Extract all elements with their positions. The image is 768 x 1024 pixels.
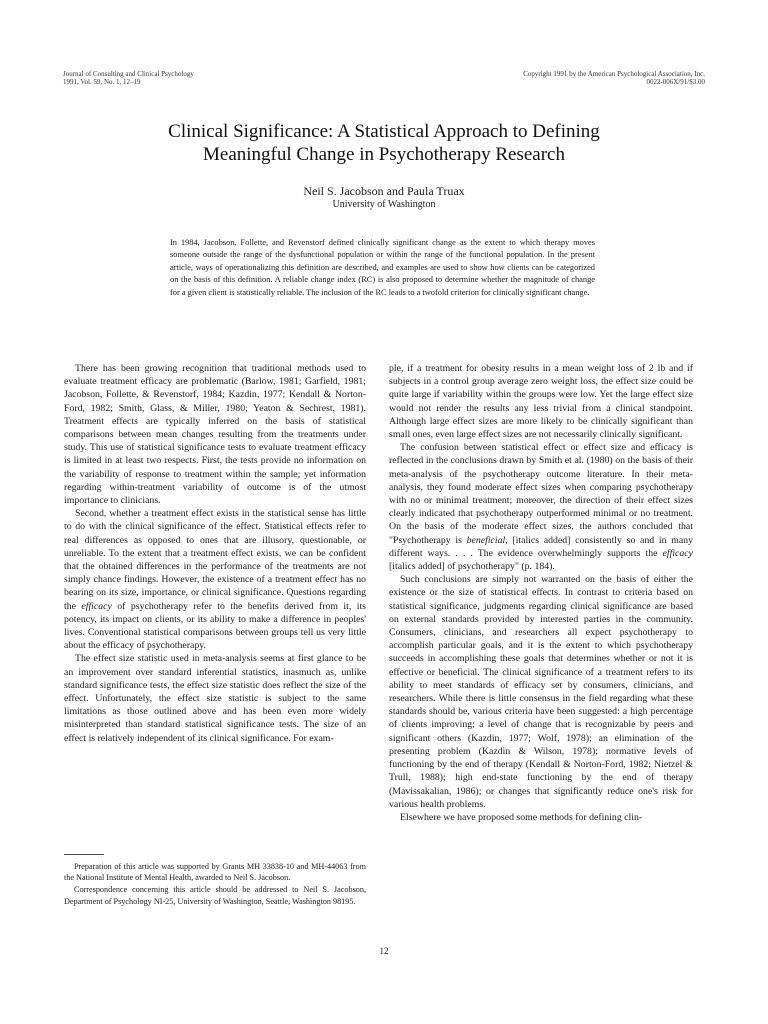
left-column xyxy=(64,362,366,745)
footnotes xyxy=(64,854,366,908)
journal-name: Journal of Consulting and Clinical Psychology xyxy=(63,70,194,78)
page-number: 12 xyxy=(379,946,389,956)
title-line-2: Meaningful Change in Psychotherapy Research xyxy=(203,144,565,165)
italic-term: beneficial, xyxy=(466,534,508,546)
text-run: Second, whether a treatment effect exists in the statistical sense has little to do with the clinical significance of the effect. Statistical effects refer to real differences as opposed to ones that are illusory, questionable, or unreliable. To the extent that a treatment effect exists, we can be confident that the obtained differences in the performance of the treatments are not simply chance findings. However, the existence of a treatment effect has no bearing on its size, importance, or clinical significance. Questions regarding the xyxy=(64,508,366,612)
body-paragraph xyxy=(64,507,366,652)
journal-volume: 1991, Vol. 59, No. 1, 12–19 xyxy=(63,78,141,86)
journal-citation xyxy=(63,70,194,86)
issn-line: 0022-006X/91/$3.00 xyxy=(646,78,705,86)
right-column xyxy=(389,362,693,824)
affiliation: University of Washington xyxy=(332,199,436,210)
body-paragraph: There has been growing recognition that traditional methods used to evaluate treatment efficacy are problematic (Barlow, 1981; Garfield, 1981; Jacobson, Follette, & Revenstorf, 1984; Kazdin, 1977; Kendall & Norton-Ford, 1982; Smith, Glass, & Miller, 1980; Yeaton & Sechrest, 1981). Treatment effects are typically inferred on the basis of statistical comparisons between mean changes resulting from the treatments under study. This use of statistical significance tests to evaluate treatment efficacy is limited in at least two respects. First, the tests provide no information on the variability of response to treatment within the sample; yet information regarding within-treatment variability of outcome is of the utmost importance to clinicians. xyxy=(64,363,366,507)
italic-term: efficacy xyxy=(662,547,693,559)
body-paragraph: The effect size statistic used in meta-analysis seems at first glance to be an improvement over standard inferential statistics, inasmuch as, unlike standard significance tests, the effect size statistic does reflect the size of the effect. Unfortunately, the effect size statistic is subject to the same limitations as those outlined above and has been even more widely misinterpreted than standard statistical significance tests. The size of an effect is relatively independent of its clinical significance. For exam- xyxy=(64,653,366,744)
italic-term: efficacy xyxy=(81,600,112,612)
copyright-notice xyxy=(523,70,705,86)
authors: Neil S. Jacobson and Paula Truax xyxy=(303,184,465,198)
body-paragraph: Such conclusions are simply not warranted on the basis of either the existence or the size of statistical effects. In contrast to criteria based on statistical significance, judgments regarding clinical significance are based on external standards provided by interested parties in the community. Consumers, clinicians, and researchers all expect psychotherapy to accomplish particular goals, and it is the extent to which psychotherapy succeeds in accomplishing these goals that determines whether or not it is effective or beneficial. The clinical significance of a treatment refers to its ability to meet standards of efficacy set by consumers, clinicians, and researchers. While there is little consensus in the field regarding what these standards should be, various criteria have been suggested: a high percentage of clients improving; a level of change that is recognizable by peers and significant others (Kazdin, 1977; Wolf, 1978); an elimination of the presenting problem (Kazdin & Wilson, 1978); normative levels of functioning by the end of therapy (Kendall & Norton-Ford, 1982; Nietzel & Trull, 1988); high end-state functioning by the end of therapy (Mavissakalian, 1986); or changes that significantly reduce one's risk for various health problems. xyxy=(389,574,693,810)
text-run: [italics added] consistently so and in many different ways. . . . The evidence overwhelmingly supports the xyxy=(389,534,693,559)
title-line-1: Clinical Significance: A Statistical Approach to Defining xyxy=(168,121,600,142)
footnote-divider xyxy=(64,854,104,855)
text-run: [italics added] of psychotherapy" (p. 184). xyxy=(389,561,555,573)
text-run: The confusion between statistical effect or effect size and efficacy is reflected in the conclusions drawn by Smith et al. (1980) on the basis of their meta-analysis of the psychotherapy outcome literature. In their meta-analysis, they found moderate effect sizes when comparing psychotherapy with no or minimal treatment; moreover, the direction of their effect sizes clearly indicated that psychotherapy outperformed minimal or no treatment. On the basis of the moderate effect sizes, the authors concluded that "Psychotherapy is xyxy=(389,442,693,546)
body-paragraph xyxy=(389,441,693,573)
copyright-line: Copyright 1991 by the American Psychological Association, Inc. xyxy=(523,70,705,78)
abstract: In 1984, Jacobson, Follette, and Revenstorf defined clinically significant change as the extent to which therapy moves someone outside the range of the dysfunctional population or within the range of the functional population. In the present article, ways of operationalizing this definition are described, and examples are used to show how clients can be categorized on the basis of this definition. A reliable change index (RC) is also proposed to determine whether the magnitude of change for a given client is statistically reliable. The inclusion of the RC leads to a twofold criterion for clinically significant change. xyxy=(170,238,595,297)
funding-footnote: Preparation of this article was supported by Grants MH 33838-10 and MH-44063 from the National Institute of Mental Health, awarded to Neil S. Jacobson. xyxy=(64,862,366,883)
body-paragraph: Elsewhere we have proposed some methods for defining clin- xyxy=(400,811,643,823)
text-run: of psychotherapy refer to the benefits derived from it, its potency, its impact on clients, or its ability to make a difference in peoples' lives. Conventional statistical comparisons between groups tell us very little about the efficacy of psychotherapy. xyxy=(64,600,366,652)
correspondence-footnote: Correspondence concerning this article should be addressed to Neil S. Jacobson, Department of Psychology NI-25, University of Washington, Seattle, Washington 98195. xyxy=(64,885,366,906)
article-title xyxy=(60,120,708,166)
body-paragraph: ple, if a treatment for obesity results in a mean weight loss of 2 lb and if subjects in a control group average zero weight loss, the effect size could be quite large if variability within the groups were low. Yet the large effect size would not render the results any less trivial from a clinical standpoint. Although large effect sizes are more likely to be clinically significant than small ones, even large effect sizes are not necessarily clinically significant. xyxy=(389,363,693,441)
